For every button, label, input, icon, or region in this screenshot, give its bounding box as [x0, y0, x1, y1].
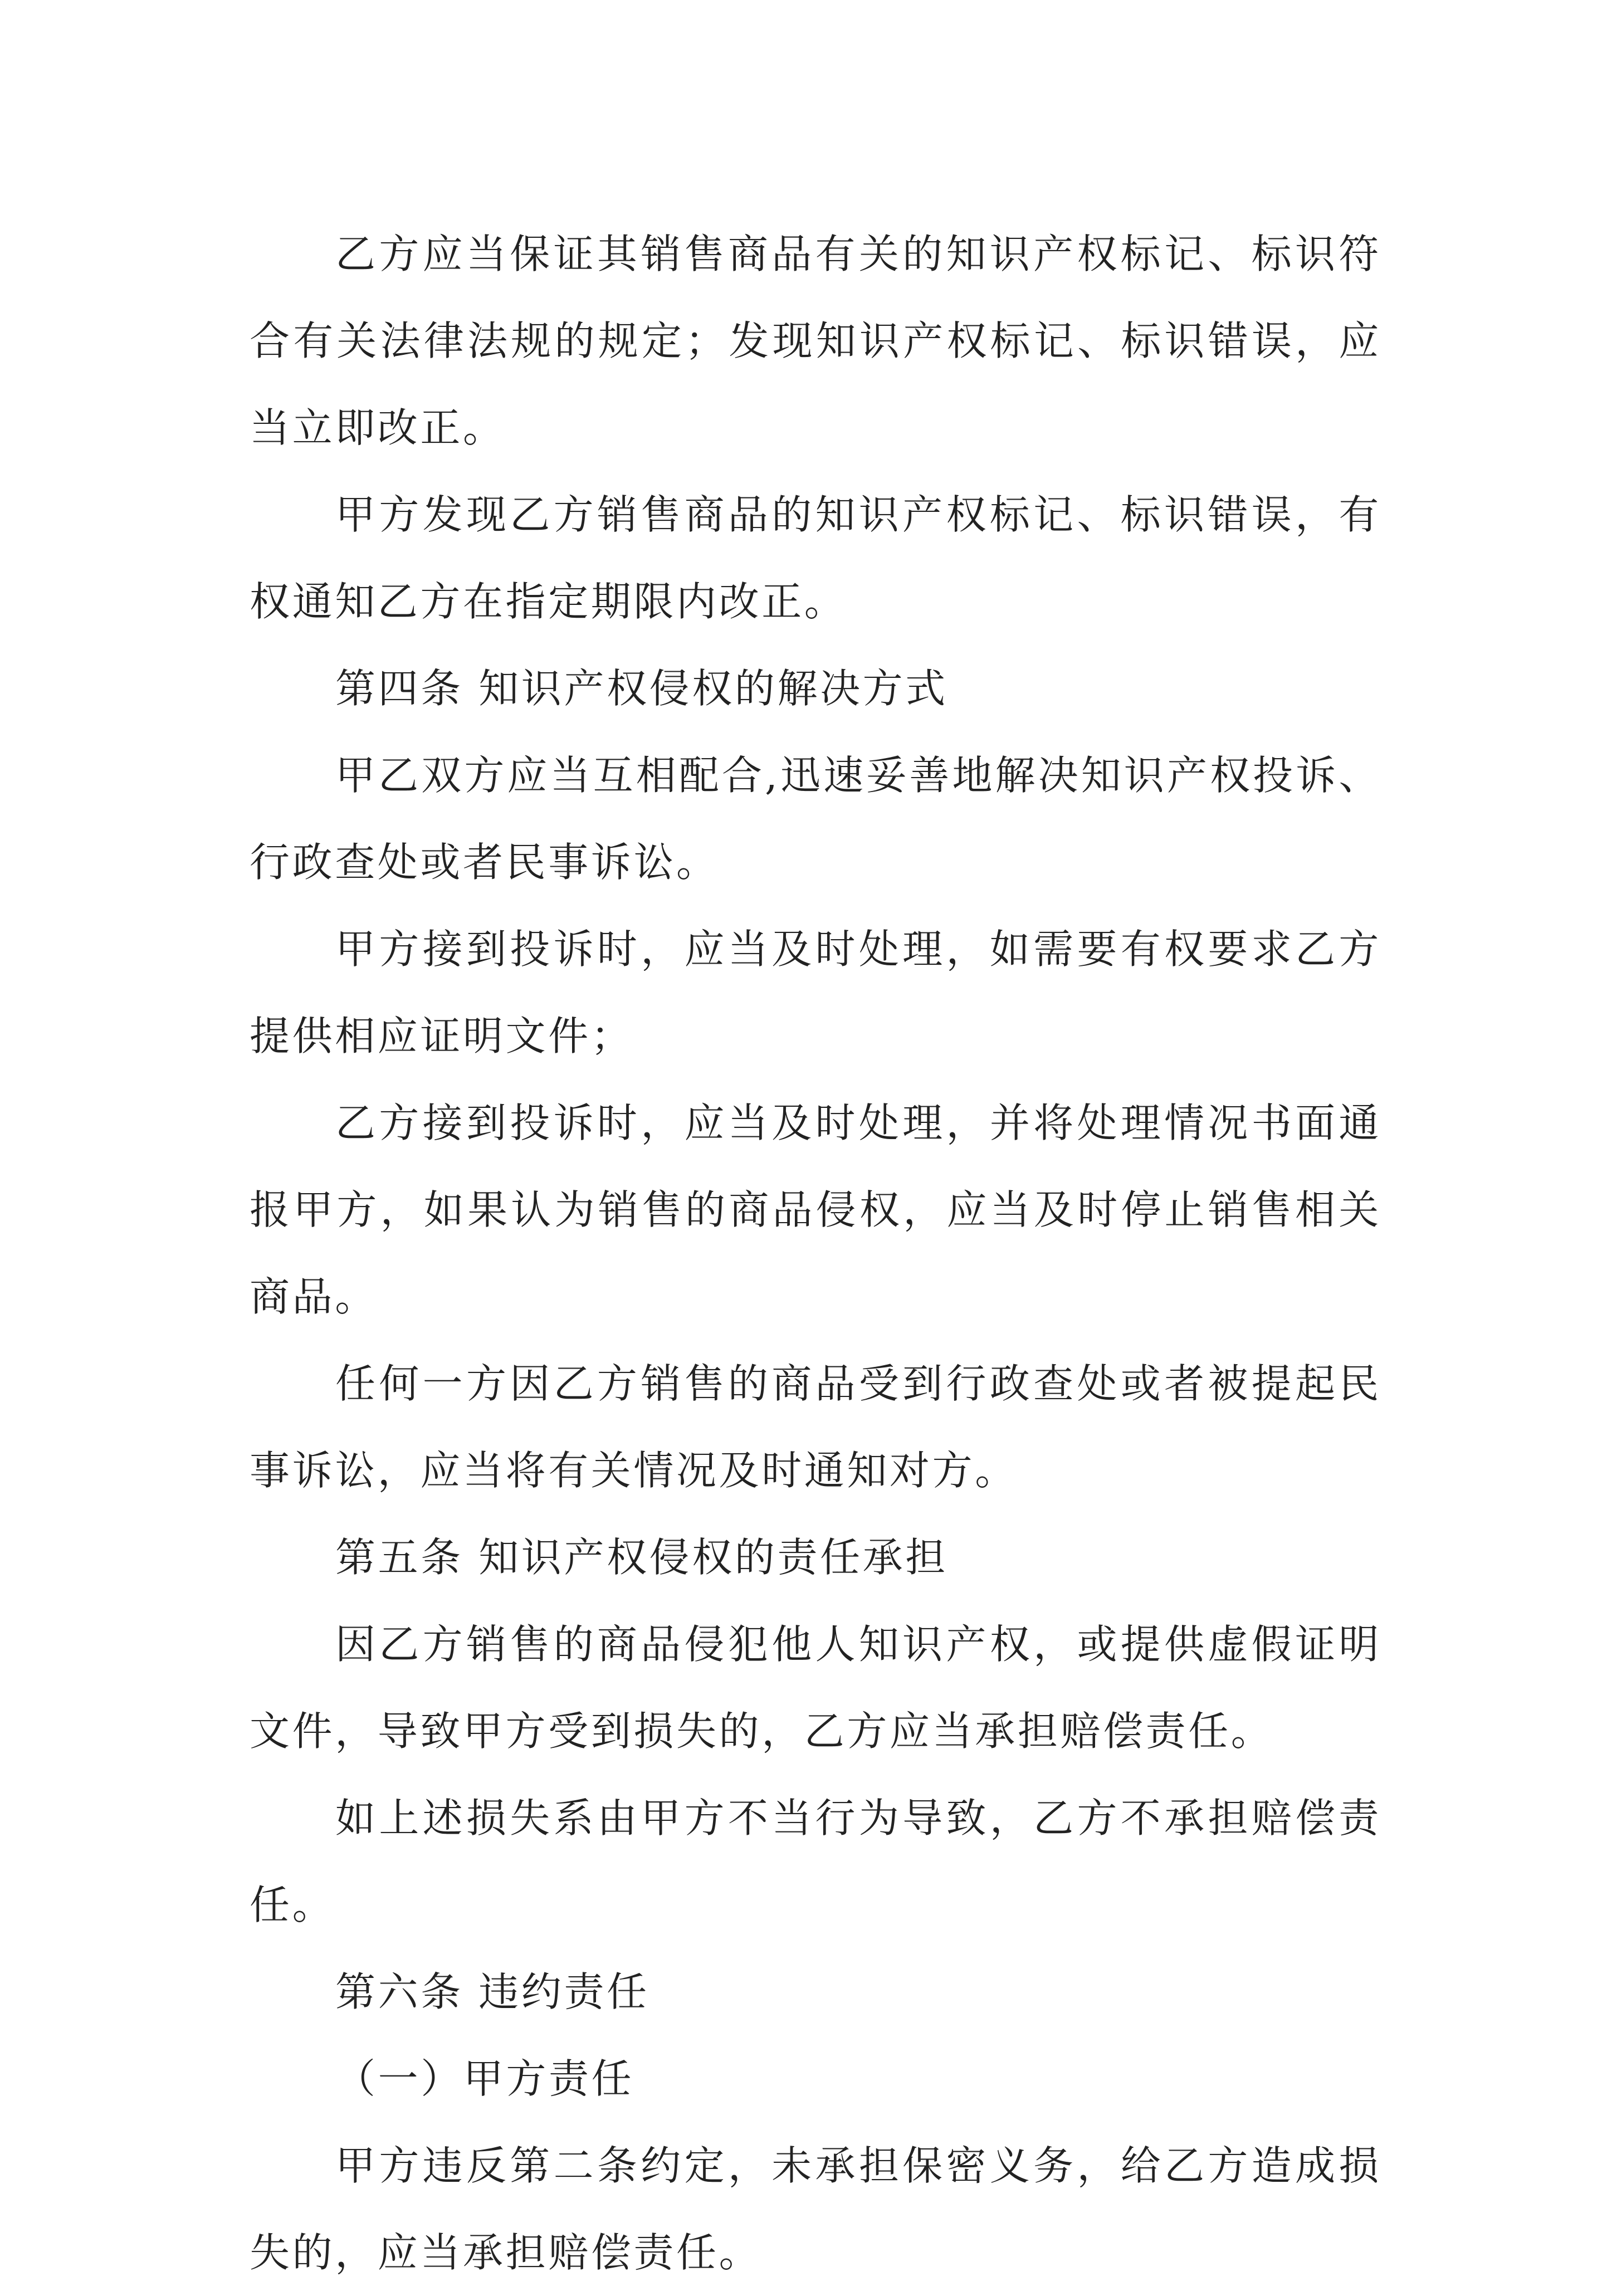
paragraph-notify-other-party: 任何一方因乙方销售的商品受到行政查处或者被提起民事诉讼，应当将有关情况及时通知对方。 — [250, 1360, 1381, 1494]
paragraph-party-b-complaint: 乙方接到投诉时，应当及时处理，并将处理情况书面通报甲方，如果认为销售的商品侵权，应当及时停止销售相关商品。 — [250, 1100, 1381, 1320]
article-5-heading: 第五条 知识产权侵权的责任承担 — [335, 1534, 948, 1581]
paragraph-liability-exemption: 如上述损失系由甲方不当行为导致，乙方不承担赔偿责任。 — [250, 1795, 1381, 1928]
paragraph-ip-marking: 乙方应当保证其销售商品有关的知识产权标记、标识符合有关法律法规的规定；发现知识产权标记、标识错误，应当立即改正。 — [250, 231, 1381, 451]
section-party-a-liability-heading: （一）甲方责任 — [335, 2055, 634, 2102]
article-6-heading: 第六条 违约责任 — [335, 1968, 649, 2015]
paragraph-confidentiality-breach: 甲方违反第二条约定，未承担保密义务，给乙方造成损失的，应当承担赔偿责任。 — [250, 2142, 1381, 2276]
paragraph-party-a-complaint: 甲方接到投诉时，应当及时处理，如需要有权要求乙方提供相应证明文件； — [250, 926, 1381, 1059]
document-body — [250, 211, 1381, 2296]
article-4-heading: 第四条 知识产权侵权的解决方式 — [335, 665, 948, 712]
paragraph-party-a-notice: 甲方发现乙方销售商品的知识产权标记、标识错误，有权通知乙方在指定期限内改正。 — [250, 491, 1381, 625]
paragraph-cooperation: 甲乙双方应当互相配合,迅速妥善地解决知识产权投诉、行政查处或者民事诉讼。 — [250, 752, 1381, 886]
paragraph-party-b-liability: 因乙方销售的商品侵犯他人知识产权，或提供虚假证明文件，导致甲方受到损失的，乙方应当承担赔偿责任。 — [250, 1621, 1381, 1755]
